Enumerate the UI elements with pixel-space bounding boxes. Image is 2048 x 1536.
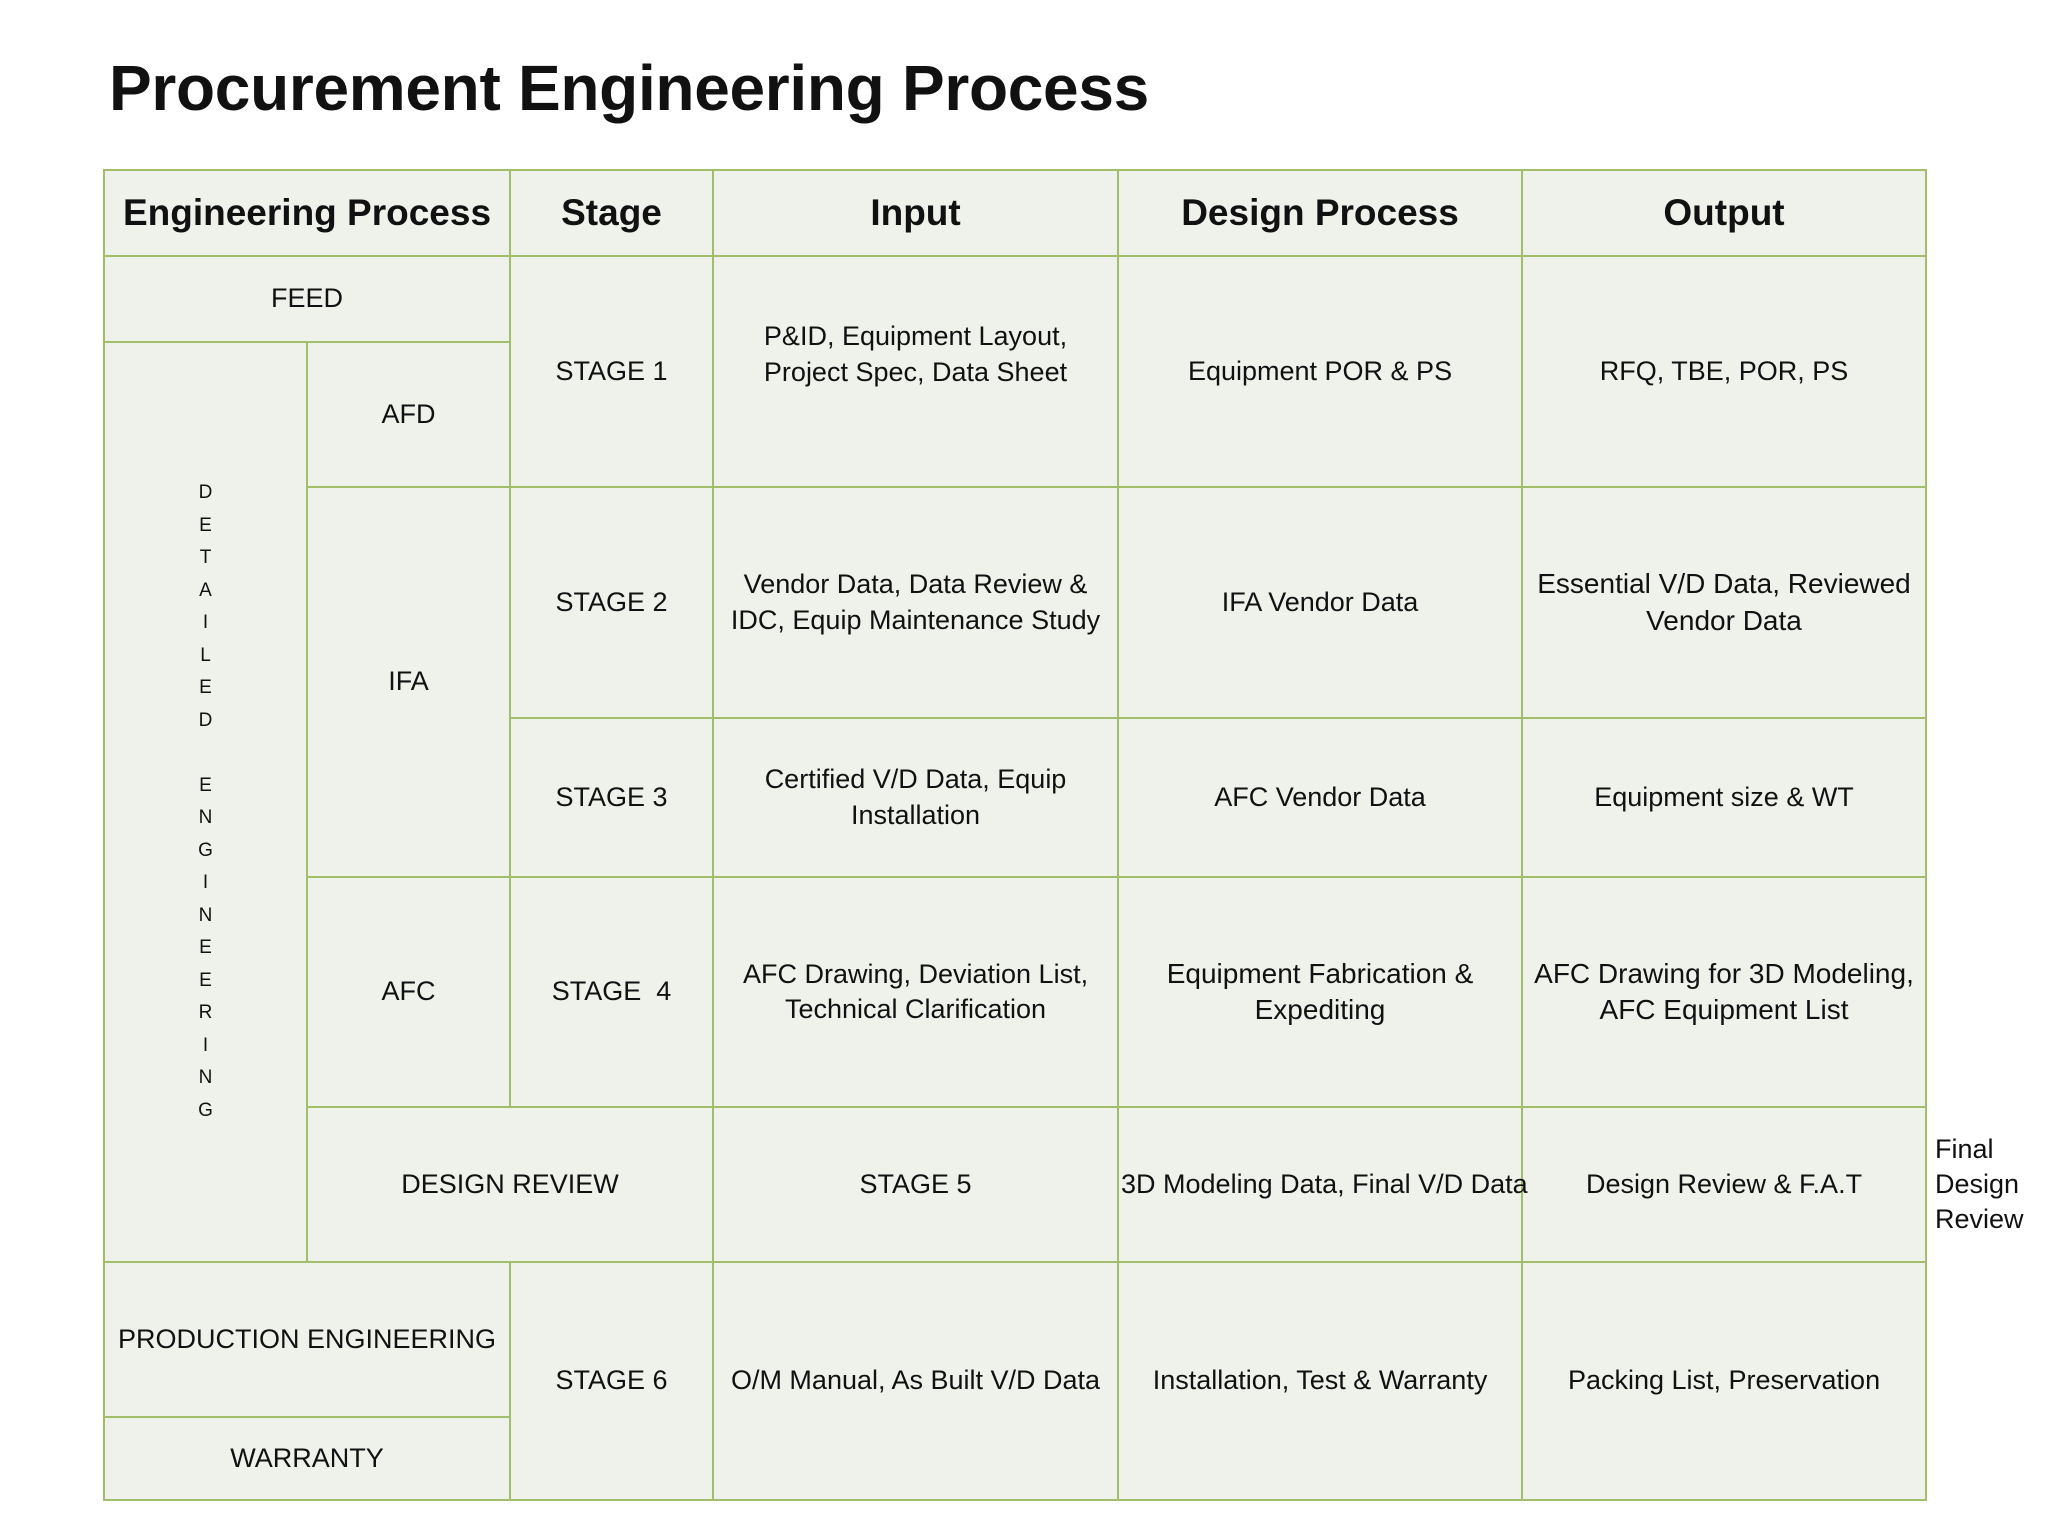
vertical-label-letter: E [199, 937, 212, 958]
table-row: DESIGN REVIEW STAGE 5 3D Modeling Data, Final V/D Data Design Review & F.A.T Final Design Review [104, 1107, 1926, 1262]
vertical-label-letter: R [198, 1002, 213, 1023]
table-row [104, 877, 1926, 1107]
output-cell: RFQ, TBE, POR, PS [1522, 256, 1926, 487]
vertical-label-letter: I [202, 1034, 209, 1056]
vertical-label-letter: D [198, 709, 213, 731]
process-table [103, 169, 2024, 1501]
phase-detailed-engineering [104, 342, 307, 1262]
header-design-process: Design Process [1118, 170, 1522, 256]
header-output: Output [1522, 170, 1926, 256]
phase-production-engineering: PRODUCTION ENGINEERING [104, 1262, 510, 1417]
stage-cell: STAGE 6 [510, 1262, 713, 1500]
table-row [104, 1262, 1926, 1417]
input-text: P&ID, Equipment Layout, Project Spec, Data Sheet [763, 321, 1068, 387]
stage-cell: STAGE 3 [510, 718, 713, 877]
table-header-row [104, 170, 1926, 256]
input-cell: Certified V/D Data, Equip Installation [713, 718, 1118, 877]
vertical-label-letter: E [199, 969, 212, 991]
design-process-cell: Equipment Fabrication & Expediting [1118, 877, 1522, 1107]
design-process-cell: Installation, Test & Warranty [1118, 1262, 1522, 1500]
vertical-label-letter: E [199, 774, 212, 796]
vertical-label-letter: D [198, 482, 213, 503]
output-cell: Equipment size & WT [1522, 718, 1926, 877]
stage-cell: STAGE 4 [510, 877, 713, 1107]
design-process-cell: AFC Vendor Data [1118, 718, 1522, 877]
vertical-label-letter: G [198, 839, 213, 861]
input-cell: Vendor Data, Data Review & IDC, Equip Maintenance Study [713, 487, 1118, 718]
output-cell: Packing List, Preservation [1522, 1262, 1926, 1500]
vertical-label-letter: N [198, 904, 213, 926]
vertical-label-letter: E [199, 677, 212, 698]
input-cell: 3D Modeling Data, Final V/D Data [1118, 1107, 1522, 1262]
input-cell [713, 256, 1118, 487]
stage-cell: STAGE 5 [713, 1107, 1118, 1262]
vertical-label-letter [203, 737, 208, 770]
vertical-label-letter: I [202, 612, 209, 633]
vertical-label-letter: A [199, 579, 212, 601]
phase-warranty: WARRANTY [104, 1417, 510, 1500]
phase-design-review: DESIGN REVIEW [307, 1107, 713, 1262]
phase-afc: AFC [307, 877, 510, 1107]
design-process-cell: Equipment POR & PS [1118, 256, 1522, 487]
output-cell: Essential V/D Data, Reviewed Vendor Data [1522, 487, 1926, 718]
vertical-label-letter: E [199, 514, 212, 536]
output-cell: AFC Drawing for 3D Modeling, AFC Equipment List [1522, 877, 1926, 1107]
header-stage: Stage [510, 170, 713, 256]
vertical-label [113, 477, 298, 1127]
input-cell: O/M Manual, As Built V/D Data [713, 1262, 1118, 1500]
phase-ifa: IFA [307, 487, 510, 877]
vertical-label-letter: L [200, 644, 211, 666]
header-input: Input [713, 170, 1118, 256]
header-engineering-process: Engineering Process [104, 170, 510, 256]
design-process-cell: IFA Vendor Data [1118, 487, 1522, 718]
table-row [104, 256, 1926, 342]
phase-feed: FEED [104, 256, 510, 342]
stage-cell: STAGE 1 [510, 256, 713, 487]
design-process-cell: Design Review & F.A.T [1522, 1107, 1926, 1262]
page-title: Procurement Engineering Process [109, 52, 1149, 124]
vertical-label-letter: N [198, 1067, 213, 1088]
input-cell: AFC Drawing, Deviation List, Technical Clarification [713, 877, 1118, 1107]
phase-afd: AFD [307, 342, 510, 487]
stage-cell: STAGE 2 [510, 487, 713, 718]
table-row [104, 487, 1926, 718]
vertical-label-letter: I [202, 872, 209, 893]
vertical-label-letter: N [198, 807, 213, 828]
vertical-label-letter: G [198, 1099, 213, 1121]
vertical-label-letter: T [199, 547, 212, 568]
